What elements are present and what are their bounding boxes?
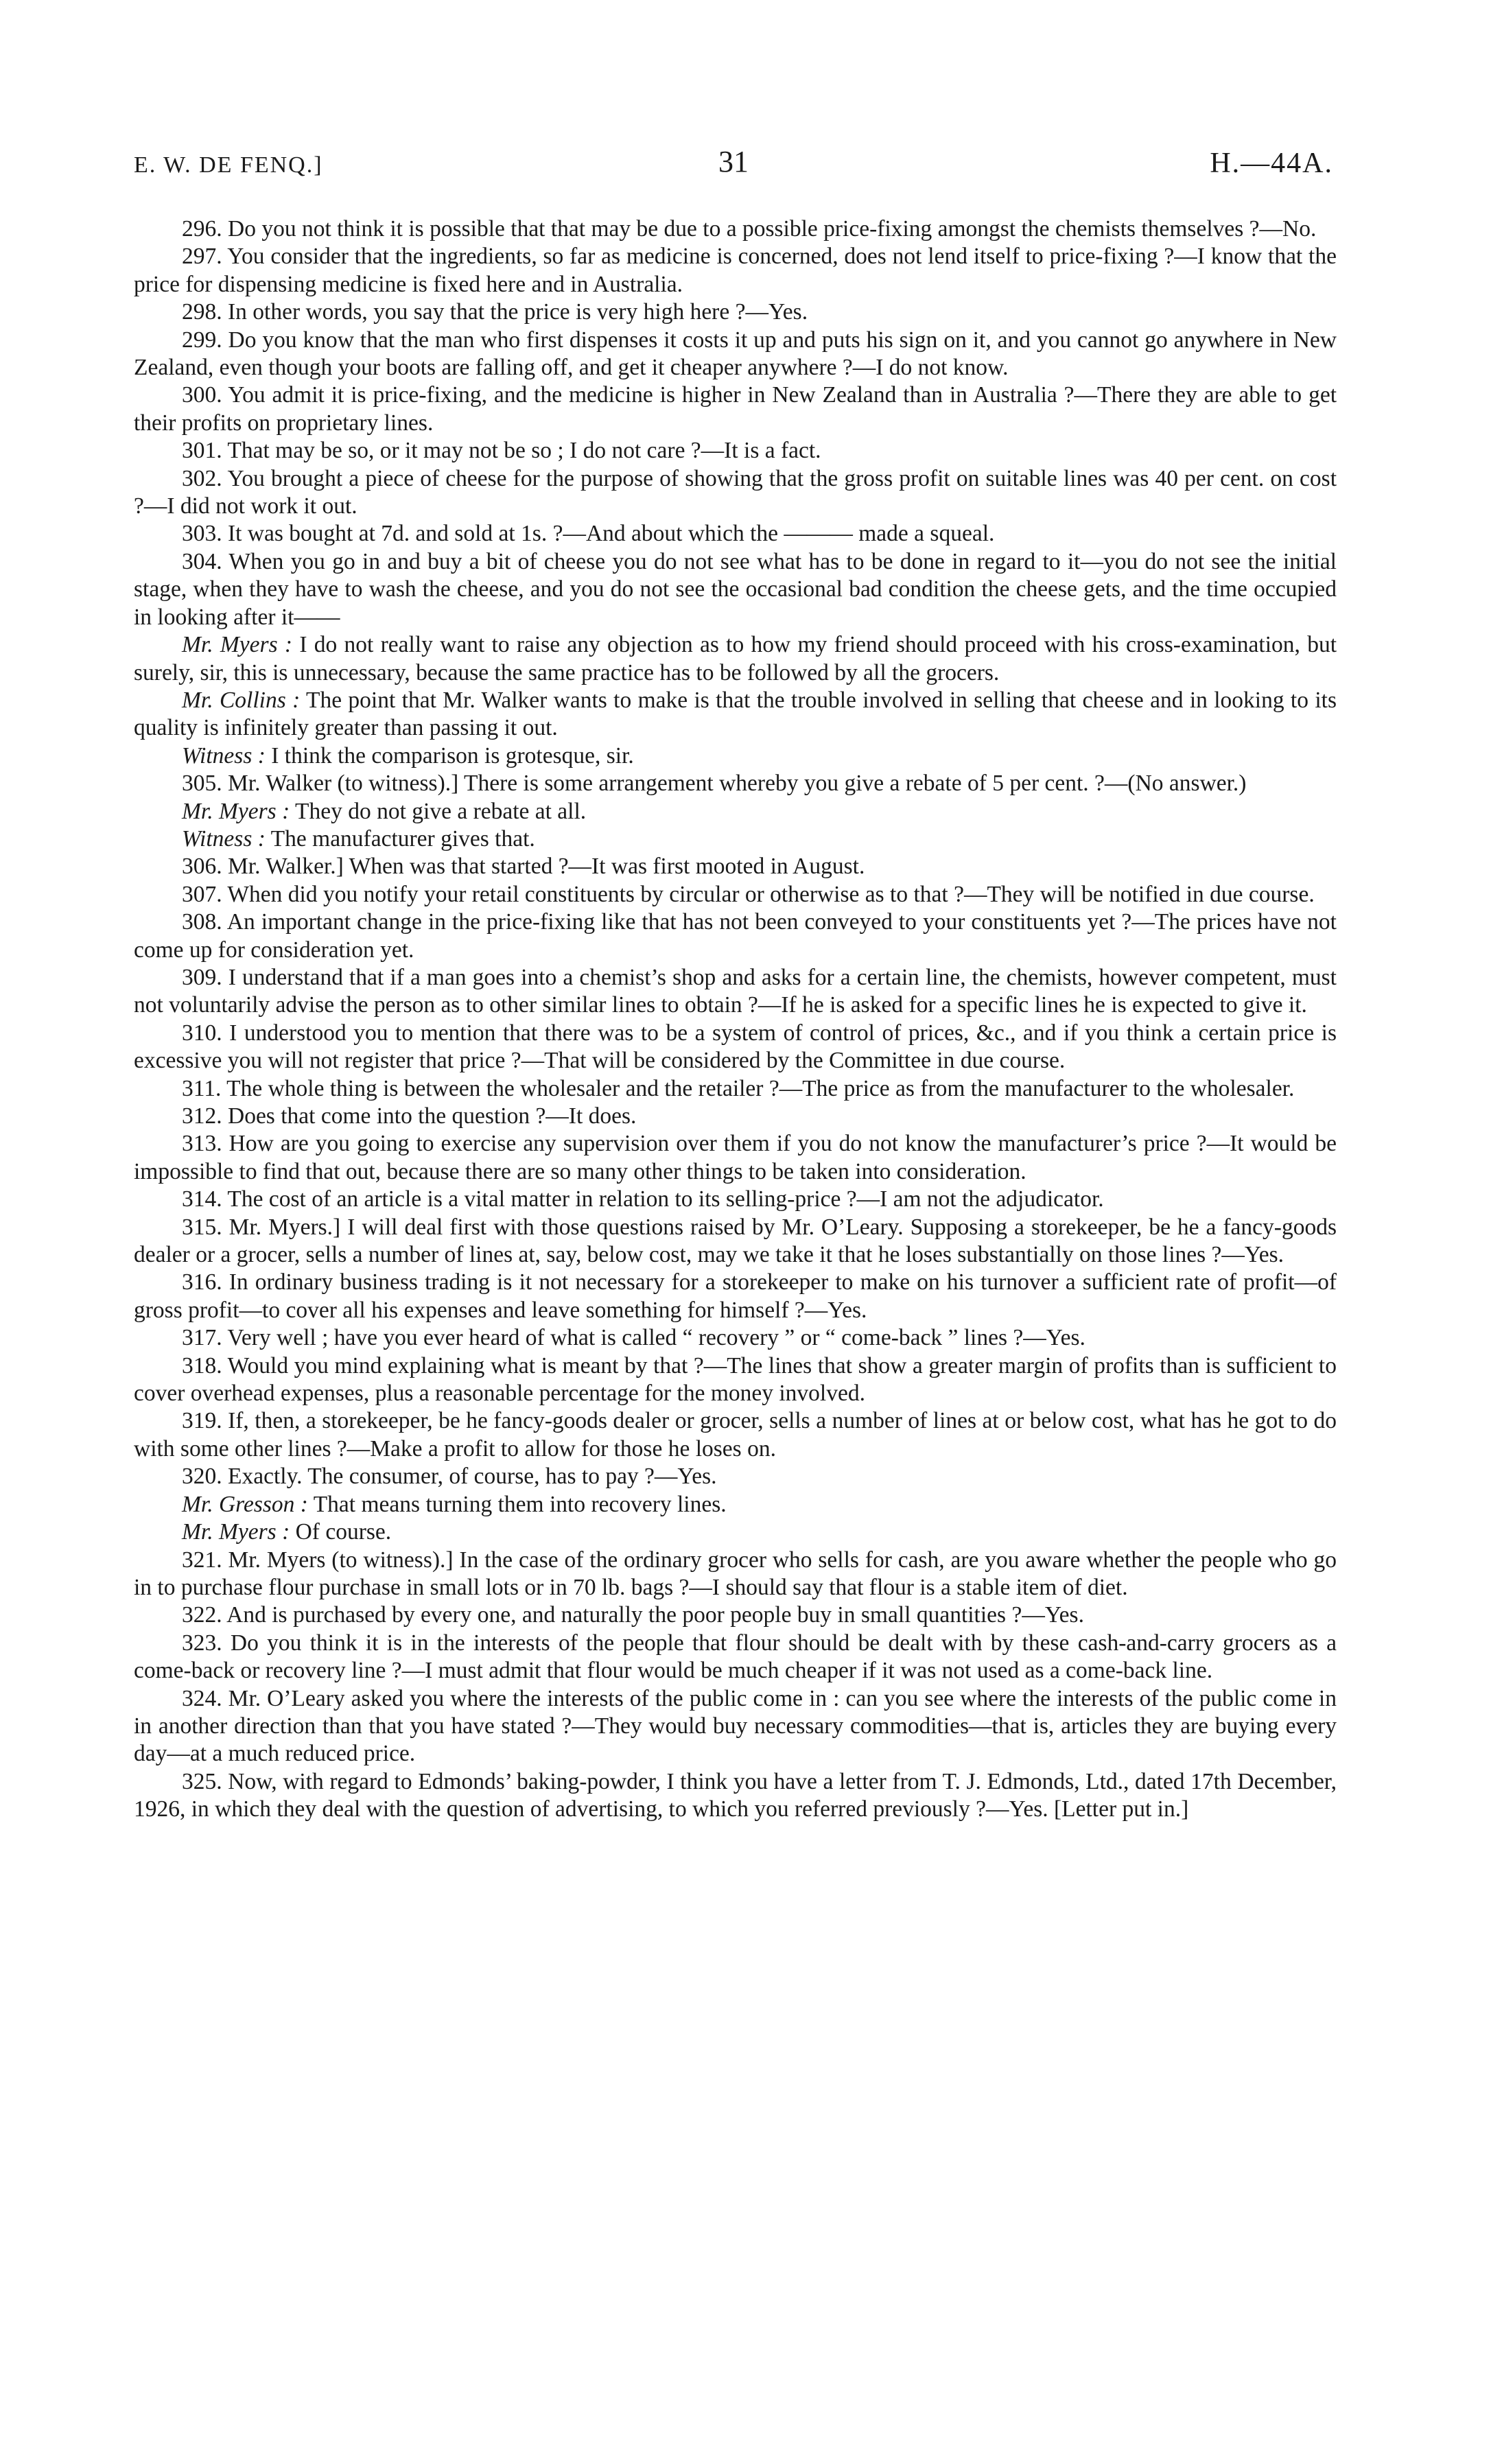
- transcript-paragraph: [134, 1685, 1337, 1768]
- transcript-paragraph: [134, 770, 1337, 797]
- transcript-paragraph: [134, 1768, 1337, 1824]
- paragraph-text: 300. You admit it is price-fixing, and the medicine is higher in New Zealand than in Australia ?—There they are able to get their profits on proprietary lines.: [134, 382, 1337, 436]
- transcript-paragraph: [134, 520, 1337, 548]
- paragraph-text: 323. Do you think it is in the interests of the people that flour should be dealt with by these cash-and-carry grocers as a come-back or recovery line ?—I must admit that flour would be much cheaper if it was not used as a come-back line.: [134, 1630, 1337, 1684]
- transcript-paragraph: [134, 631, 1337, 687]
- transcript-paragraph: [134, 1130, 1337, 1186]
- paragraph-text: 302. You brought a piece of cheese for the purpose of showing that the gross profit on suitable lines was 40 per cent. on cost ?—I did not work it out.: [134, 465, 1337, 519]
- transcript-paragraph: [134, 1407, 1337, 1463]
- speaker-label: Witness :: [182, 742, 266, 768]
- paragraph-text: 319. If, then, a storekeeper, be he fancy-goods dealer or grocer, sells a number of lines at or below cost, what has he got to do with some other lines ?—Make a profit to allow for those he loses on.: [134, 1408, 1337, 1462]
- paragraph-text: 314. The cost of an article is a vital matter in relation to its selling-price ?—I am not the adjudicator.: [182, 1186, 1104, 1212]
- transcript-paragraph: [134, 1214, 1337, 1269]
- transcript-paragraph: [134, 243, 1337, 298]
- paragraph-text: 321. Mr. Myers (to witness).] In the case of the ordinary grocer who sells for cash, are you aware whether the people who go in to purchase flour purchase in small lots or in 70 lb. bags ?—I should say that flour is a stable item of diet.: [134, 1547, 1337, 1600]
- transcript-paragraph: [134, 1103, 1337, 1130]
- paragraph-text: 297. You consider that the ingredients, so far as medicine is concerned, does not lend itself to price-fixing ?—I know that the price for dispensing medicine is fixed here and in Australia.: [134, 244, 1337, 297]
- header-witness-name: E. W. DE FENQ.]: [134, 152, 323, 178]
- paragraph-text: 304. When you go in and buy a bit of cheese you do not see what has to be done in regard to it—you do not see the initial stage, when they have to wash the cheese, and you do not see the occasional bad condition the cheese gets, and the time occupied in looking after it——: [134, 548, 1337, 630]
- speaker-label: Mr. Myers :: [182, 1519, 290, 1545]
- paragraph-text: 316. In ordinary business trading is it not necessary for a storekeeper to make on his turnover a sufficient rate of profit—of gross profit—to cover all his expenses and leave something for himself ?—Yes.: [134, 1269, 1337, 1323]
- transcript-paragraph: [134, 1324, 1337, 1352]
- paragraph-text: That means turning them into recovery lines.: [307, 1491, 727, 1517]
- paragraph-text: They do not give a rebate at all.: [290, 798, 587, 824]
- transcript-paragraph: [134, 1269, 1337, 1324]
- transcript-paragraph: [134, 215, 1337, 243]
- paragraph-text: I do not really want to raise any objection as to how my friend should proceed with his cross-examination, but surely, sir, this is unnecessary, because the same practice has to be followed by all the grocers.: [134, 632, 1337, 685]
- transcript-paragraph: [134, 298, 1337, 326]
- paragraph-text: 317. Very well ; have you ever heard of what is called “ recovery ” or “ come-back ” lines ?—Yes.: [182, 1325, 1085, 1351]
- transcript-body: [134, 215, 1337, 1824]
- paragraph-text: 296. Do you not think it is possible that that may be due to a possible price-fixing amongst the chemists themselves ?—No.: [182, 216, 1317, 242]
- paragraph-text: 312. Does that come into the question ?—It does.: [182, 1103, 637, 1129]
- paragraph-text: 303. It was bought at 7d. and sold at 1s. ?—And about which the ——— made a squeal.: [182, 521, 995, 547]
- speaker-label: Mr. Collins :: [182, 687, 301, 713]
- paragraph-text: 305. Mr. Walker (to witness).] There is some arrangement whereby you give a rebate of 5 per cent. ?—(No answer.): [182, 771, 1247, 797]
- transcript-paragraph: [134, 742, 1337, 770]
- transcript-paragraph: [134, 1630, 1337, 1685]
- paragraph-text: 318. Would you mind explaining what is meant by that ?—The lines that show a greater margin of profits than is sufficient to cover overhead expenses, plus a reasonable percentage for the money involved.: [134, 1352, 1337, 1407]
- transcript-paragraph: [134, 1491, 1337, 1518]
- speaker-label: Mr. Gresson :: [182, 1491, 308, 1517]
- paragraph-text: The point that Mr. Walker wants to make is that the trouble involved in selling that cheese and in looking to its quality is infinitely greater than passing it out.: [134, 687, 1337, 741]
- transcript-paragraph: [134, 798, 1337, 825]
- transcript-paragraph: [134, 964, 1337, 1020]
- transcript-paragraph: [134, 382, 1337, 437]
- paragraph-text: 309. I understand that if a man goes into a chemist’s shop and asks for a certain line, the chemists, however competent, must not voluntarily advise the person as to other similar lines to obtain ?—If he is asked for a specific lines he is expected to give it.: [134, 964, 1337, 1018]
- speaker-label: Mr. Myers :: [182, 632, 293, 658]
- paragraph-text: 322. And is purchased by every one, and naturally the poor people buy in small quantities ?—Yes.: [182, 1602, 1084, 1628]
- paragraph-text: 307. When did you notify your retail constituents by circular or otherwise as to that ?—They will be notified in due course.: [182, 881, 1315, 907]
- speaker-label: Mr. Myers :: [182, 798, 290, 824]
- paragraph-text: 301. That may be so, or it may not be so ; I do not care ?—It is a fact.: [182, 438, 821, 464]
- paragraph-text: I think the comparison is grotesque, sir.: [265, 742, 634, 768]
- transcript-paragraph: [134, 548, 1337, 631]
- transcript-paragraph: [134, 1547, 1337, 1602]
- transcript-paragraph: [134, 327, 1337, 382]
- paragraph-text: 298. In other words, you say that the price is very high here ?—Yes.: [182, 299, 808, 325]
- transcript-paragraph: [134, 853, 1337, 880]
- page-header: [134, 144, 1333, 185]
- speaker-label: Witness :: [182, 825, 266, 852]
- document-reference: H.—44A.: [1210, 148, 1333, 179]
- transcript-paragraph: [134, 1186, 1337, 1213]
- paragraph-text: 320. Exactly. The consumer, of course, has to pay ?—Yes.: [182, 1464, 717, 1490]
- transcript-paragraph: [134, 1463, 1337, 1490]
- transcript-paragraph: [134, 1020, 1337, 1075]
- transcript-paragraph: [134, 687, 1337, 742]
- paragraph-text: 306. Mr. Walker.] When was that started ?—It was first mooted in August.: [182, 854, 865, 880]
- transcript-paragraph: [134, 908, 1337, 964]
- paragraph-text: 308. An important change in the price-fixing like that has not been conveyed to your constituents yet ?—The prices have not come up for consideration yet.: [134, 909, 1337, 963]
- paragraph-text: 324. Mr. O’Leary asked you where the interests of the public come in : can you see where the interests of the public come in in another direction than that you have stated ?—They would buy necessary commodities—that is, articles they are buying every day—at a much reduced price.: [134, 1685, 1337, 1767]
- transcript-paragraph: [134, 1075, 1337, 1103]
- paragraph-text: 310. I understood you to mention that there was to be a system of control of prices, &c., and if you think a certain price is excessive you will not register that price ?—That will be considered by the Committee in due course.: [134, 1020, 1337, 1074]
- transcript-paragraph: [134, 825, 1337, 853]
- paragraph-text: 325. Now, with regard to Edmonds’ baking-powder, I think you have a letter from T. J. Edmonds, Ltd., dated 17th December, 1926, in which they deal with the question of advertising, to which you referred previously ?—Yes. [Letter put in.]: [134, 1768, 1337, 1822]
- transcript-paragraph: [134, 1352, 1337, 1408]
- paragraph-text: 299. Do you know that the man who first dispenses it costs it up and puts his sign on it, and you cannot go anywhere in New Zealand, even though your boots are falling off, and get it cheaper anywhere ?—I do not know.: [134, 327, 1337, 381]
- paragraph-text: Of course.: [290, 1519, 392, 1545]
- transcript-paragraph: [134, 1518, 1337, 1546]
- transcript-paragraph: [134, 437, 1337, 465]
- paragraph-text: 313. How are you going to exercise any supervision over them if you do not know the manufacturer’s price ?—It would be impossible to find that out, because there are so many other things to be taken into consideration.: [134, 1131, 1337, 1184]
- transcript-paragraph: [134, 1601, 1337, 1629]
- transcript-paragraph: [134, 465, 1337, 521]
- paragraph-text: The manufacturer gives that.: [265, 825, 535, 852]
- page-number: 31: [718, 145, 749, 178]
- transcript-paragraph: [134, 881, 1337, 908]
- paragraph-text: 315. Mr. Myers.] I will deal first with those questions raised by Mr. O’Leary. Supposing a storekeeper, be he a fancy-goods dealer or a grocer, sells a number of lines at, say, below cost, may we take it that he loses substantially on those lines ?—Yes.: [134, 1214, 1337, 1268]
- paragraph-text: 311. The whole thing is between the wholesaler and the retailer ?—The price as from the manufacturer to the wholesaler.: [182, 1075, 1295, 1101]
